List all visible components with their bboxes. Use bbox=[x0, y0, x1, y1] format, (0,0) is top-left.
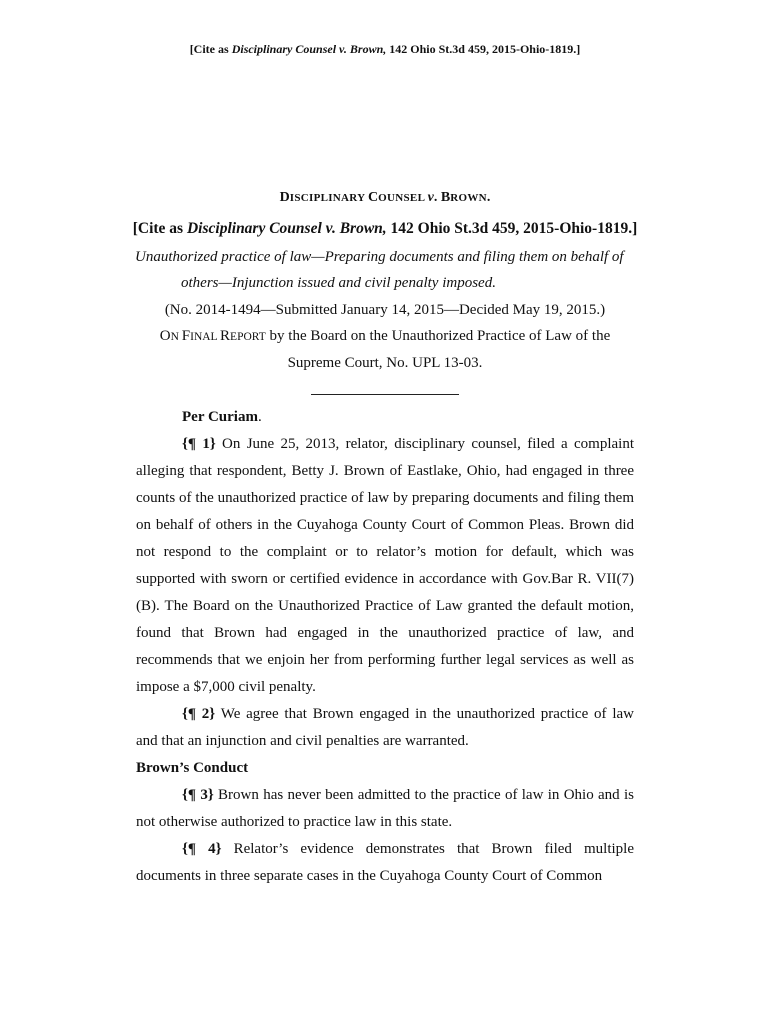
separator-rule bbox=[311, 394, 459, 395]
syllabus bbox=[135, 244, 635, 296]
paragraph-1: {¶ 1} On June 25, 2013, relator, disciplinary counsel, filed a complaint alleging that respondent, Betty J. Brown of Eastlake, Ohio, had engaged in three counts of the unauthorized practice of law by preparing documents and filing them on behalf of others in the Cuyahoga County Court of Common Pleas. Brown did not respond to the complaint or to relator’s motion for default, which was supported with sworn or certified evidence in accordance with Gov.Bar R. VII(7)(B). The Board on the Unauthorized Practice of Law granted the default motion, found that Brown had engaged in the unauthorized practice of law, and recommends that we enjoin her from performing further legal services as well as impose a $7,000 civil penalty. bbox=[136, 436, 634, 695]
case-citation: [Cite as Disciplinary Counsel v. Brown, 142 Ohio St.3d 459, 2015-Ohio-1819.] bbox=[132, 220, 638, 237]
cite-suffix: 142 Ohio St.3d 459, 2015-Ohio-1819.] bbox=[386, 42, 581, 56]
section-heading: Brown’s Conduct bbox=[136, 760, 249, 776]
paragraph-3: {¶ 3} Brown has never been admitted to the practice of law in Ohio and is not otherwise authorized to practice law in this state. bbox=[136, 787, 634, 830]
paragraph-marker: {¶ 1} bbox=[182, 436, 216, 452]
paragraph-2: {¶ 2} We agree that Brown engaged in the unauthorized practice of law and that an injunction and civil penalties are warranted. bbox=[136, 706, 634, 749]
report-line: ON FINAL REPORT by the Board on the Unauthorized Practice of Law of the Supreme Court, No. UPL 13-03. bbox=[159, 328, 611, 371]
per-curiam-heading: Per Curiam. bbox=[182, 409, 262, 425]
cite-prefix: [Cite as bbox=[189, 42, 232, 56]
syllabus-line-1: Unauthorized practice of law—Preparing documents and filing them on behalf of bbox=[135, 249, 624, 265]
paragraph-marker: {¶ 2} bbox=[182, 706, 216, 722]
paragraph-4: {¶ 4} Relator’s evidence demonstrates that Brown filed multiple documents in three separate cases in the Cuyahoga County Court of Common bbox=[136, 841, 634, 884]
running-citation-header bbox=[0, 42, 770, 57]
syllabus-line-2: others—Injunction issued and civil penalty imposed. bbox=[181, 275, 496, 291]
cite-case-name: Disciplinary Counsel v. Brown, bbox=[231, 42, 387, 56]
opinion-body bbox=[136, 404, 634, 890]
docket-line: (No. 2014-1494—Submitted January 14, 2015—Decided May 19, 2015.) bbox=[164, 302, 606, 318]
case-title: DISCIPLINARY COUNSEL v. BROWN. bbox=[279, 190, 491, 205]
paragraph-marker: {¶ 3} bbox=[182, 787, 214, 803]
title-block bbox=[0, 190, 770, 395]
paragraph-marker: {¶ 4} bbox=[182, 841, 222, 857]
